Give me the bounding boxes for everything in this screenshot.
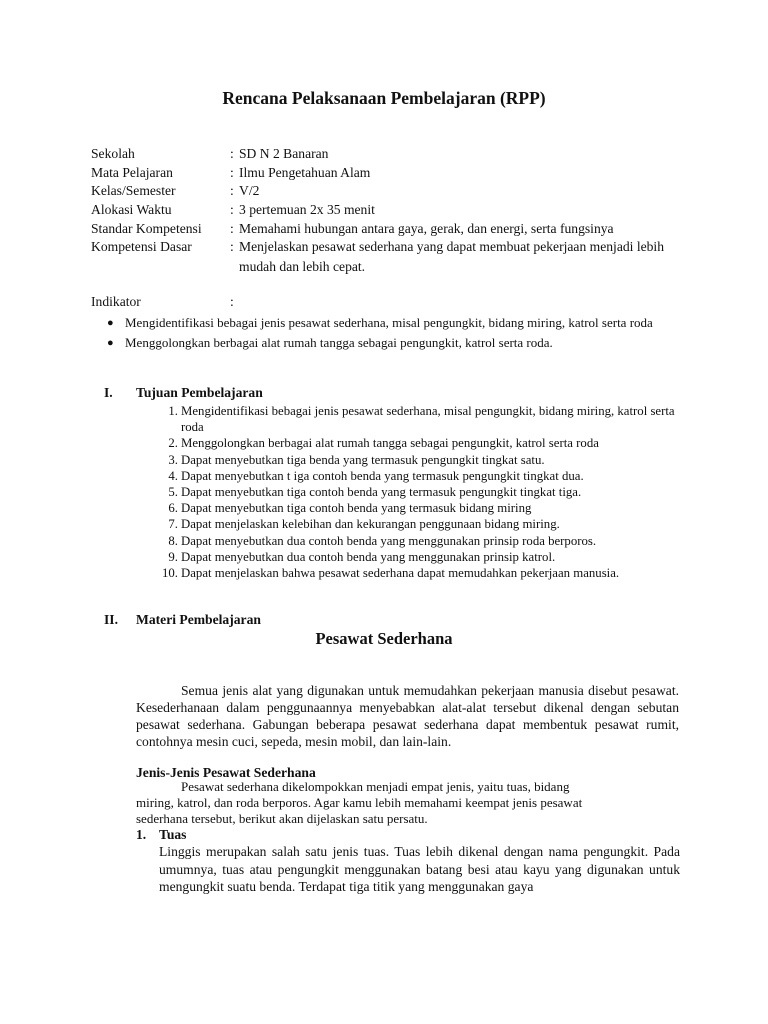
item-number: 5. [168,485,178,500]
tuas-title: Tuas [159,827,187,842]
list-item-text: Dapat menyebutkan tiga contoh benda yang termasuk bidang miring [181,501,532,516]
identity-value: Ilmu Pengetahuan Alam [239,164,371,180]
list-item [136,533,676,549]
section-title: Materi Pembelajaran [136,612,261,627]
list-item [136,565,676,581]
identity-colon: : [230,146,234,161]
list-item-text: Menggolongkan berbagai alat rumah tangga sebagai pengungkit, katrol serta roda [181,436,599,451]
jenis-heading: Jenis-Jenis Pesawat Sederhana [136,765,316,780]
list-item-text: Dapat menyebutkan dua contoh benda yang menggunakan prinsip roda berporos. [181,533,597,548]
materi-subtitle: Pesawat Sederhana [315,629,453,648]
identity-row [91,183,691,202]
identity-row [91,146,691,165]
list-item-text: Dapat menjelaskan bahwa pesawat sederhana dapat memudahkan pekerjaan manusia. [181,566,620,581]
identity-row [91,165,691,184]
identity-value: Memahami hubungan antara gaya, gerak, dan energi, serta fungsinya [239,220,614,236]
item-number: 3. [168,452,178,467]
item-number: 1. [168,404,178,418]
item-number: 9. [168,549,178,564]
identity-value: 3 pertemuan 2x 35 menit [239,202,375,218]
identity-colon: : [230,202,234,218]
identity-value: V/2 [239,183,260,199]
indikator-colon: : [230,294,234,309]
list-item [91,314,671,332]
list-item [136,468,676,484]
list-item-text: Dapat menyebutkan tiga benda yang termasuk pengungkit tingkat satu. [181,452,545,467]
bullet-icon: ● [107,317,114,329]
list-item [91,334,671,352]
jenis-line: miring, katrol, dan roda berporos. Agar kamu lebih memahami keempat jenis pesawat [136,795,583,810]
item-number: 8. [168,533,178,548]
list-item [136,549,676,565]
identity-label: Mata Pelajaran [91,164,173,180]
list-item-text: Dapat menyebutkan tiga contoh benda yang termasuk pengungkit tingkat tiga. [181,485,582,500]
list-item-text: Dapat menjelaskan kelebihan dan kekurangan penggunaan bidang miring. [181,517,560,532]
list-item [136,452,676,468]
list-item-text: Mengidentifikasi bebagai jenis pesawat sederhana, misal pengungkit, bidang miring, katrol serta roda [181,404,675,435]
indikator-list [91,314,671,354]
list-item-text: Dapat menyebutkan t iga contoh benda yang termasuk pengungkit tingkat dua. [181,468,584,483]
list-item [136,500,676,516]
identity-value: Menjelaskan pesawat sederhana yang dapat membuat pekerjaan menjadi lebih mudah dan lebih cepat. [239,239,665,275]
list-item-text: Dapat menyebutkan dua contoh benda yang menggunakan prinsip katrol. [181,549,556,564]
item-number: 10. [162,566,178,581]
section-number: II. [104,612,118,627]
identity-colon: : [230,239,234,255]
indikator-label: Indikator [91,294,141,309]
intro-paragraph: Semua jenis alat yang digunakan untuk memudahkan pekerjaan manusia disebut pesawat. Kesederhanaan dalam penggunaannya menyebabkan alat-alat tersebut dikenal dengan sebutan pesawat sederhana. Gabungan beberapa pesawat sederhana dapat membentuk pesawat rumit, contohnya mesin cuci, sepeda, mesin mobil, dan lain-lain. [136,683,679,749]
identity-label: Kelas/Semester [91,183,176,199]
list-item [136,516,676,532]
list-item [136,403,676,435]
item-number: 6. [168,501,178,516]
section-number: I. [104,385,113,400]
list-item [136,484,676,500]
jenis-line: Pesawat sederhana dikelompokkan menjadi empat jenis, yaitu tuas, bidang [181,779,570,794]
section-title: Tujuan Pembelajaran [136,385,263,400]
jenis-paragraph [136,779,656,827]
list-item-text: Menggolongkan berbagai alat rumah tangga sebagai pengungkit, katrol serta roda. [125,335,553,350]
identity-label: Sekolah [91,146,135,161]
identity-row [91,239,691,279]
tujuan-list [136,403,676,581]
identity-label: Kompetensi Dasar [91,239,192,255]
tuas-heading [136,827,186,843]
identity-colon: : [230,183,234,199]
identity-colon: : [230,164,234,180]
identity-colon: : [230,220,234,236]
identity-label: Alokasi Waktu [91,202,172,218]
identity-label: Standar Kompetensi [91,220,202,236]
item-number: 4. [168,468,178,483]
list-item [136,435,676,451]
tuas-paragraph: Linggis merupakan salah satu jenis tuas. Tuas lebih dikenal dengan nama pengungkit. Pada umumnya, tuas atau pengungkit menggunakan batang besi atau kayu yang digunakan untuk mengungkit suatu benda. Terdapat tiga titik yang menggunakan gaya [159,844,680,894]
identity-row [91,202,691,221]
jenis-line: sederhana tersebut, berikut akan dijelaskan satu persatu. [136,811,428,826]
item-number: 2. [168,436,178,451]
list-item-text: Mengidentifikasi bebagai jenis pesawat sederhana, misal pengungkit, bidang miring, katrol serta roda [125,315,653,330]
identity-value: SD N 2 Banaran [239,146,329,161]
document-title: Rencana Pelaksanaan Pembelajaran (RPP) [222,88,546,108]
bullet-icon: ● [107,337,114,349]
item-number: 7. [168,517,178,532]
identity-table [91,146,691,279]
tuas-number: 1. [136,827,147,842]
